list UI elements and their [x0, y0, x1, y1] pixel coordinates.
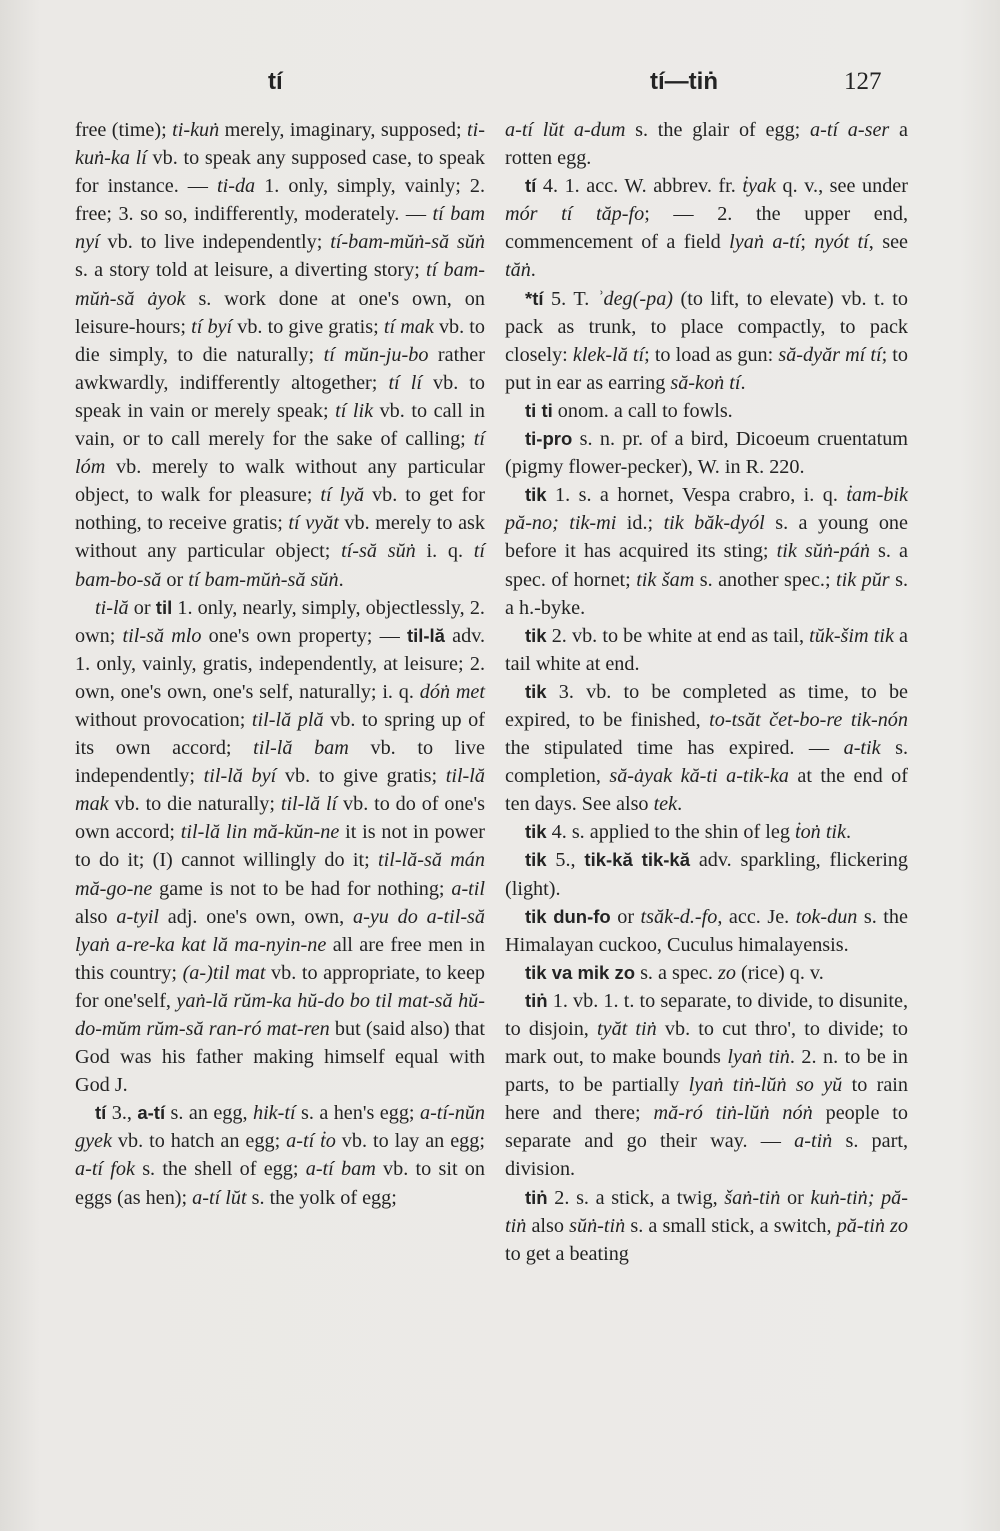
lepcha-term: să-dyăr mí tí	[778, 343, 882, 366]
lepcha-term: nyót tí	[814, 231, 869, 254]
right-column	[505, 116, 908, 1268]
definition-text: vb. to get for nothing, to receive gratis;	[75, 484, 485, 535]
lepcha-term: a-yu do a-til-să lyaṅ a-re-ka kat lă ma-nyin-ne	[75, 905, 485, 956]
definition-text: (rice) q. v.	[735, 961, 824, 984]
dictionary-entry	[505, 622, 908, 678]
lepcha-term: tí mŭn-ju-bo	[323, 343, 429, 366]
definition-text: s. a spec. of hornet;	[505, 540, 908, 591]
headword: tik-kă tik-kă	[584, 849, 690, 871]
lepcha-term: til-lă mak	[75, 765, 485, 816]
lepcha-term: tik băk-dyól	[663, 512, 765, 535]
definition-text: all are free men in this country;	[75, 933, 485, 984]
lepcha-term: lyaṅ tiṅ	[727, 1046, 790, 1069]
definition-text: vb. to cut thro', to divide; to mark out, to make bounds	[505, 1018, 908, 1069]
headword: tik	[525, 680, 547, 702]
lepcha-term: tí lik	[335, 399, 374, 422]
lepcha-term: ti-kuṅ	[172, 119, 220, 141]
definition-text: merely, imaginary, supposed;	[219, 119, 468, 141]
definition-text: i. q.	[415, 540, 474, 563]
headword: tí	[525, 175, 537, 197]
definition-text: 2. vb. to be white at end as tail,	[546, 624, 810, 647]
dictionary-entry	[505, 425, 908, 481]
lepcha-term: tí lóm	[75, 428, 485, 479]
definition-text: adj. one's own, own,	[158, 905, 353, 928]
lepcha-term: tí mak	[383, 315, 434, 338]
definition-text: ; — 2. the upper end, commencement of a field	[505, 203, 908, 254]
lepcha-term: ti-lă	[95, 596, 129, 619]
headword: til	[155, 596, 173, 618]
definition-text: (to lift, to elevate) vb. t. to pack as trunk, to place compactly, to pack closely:	[505, 287, 908, 366]
definition-text: vb. to give gratis;	[276, 765, 446, 788]
dictionary-entry	[505, 846, 908, 902]
dictionary-entry	[505, 481, 908, 621]
definition-text: .	[677, 793, 683, 816]
lepcha-term: a-tí fok	[75, 1158, 135, 1181]
definition-text: s. a h.-byke.	[505, 568, 909, 619]
lepcha-term: ṫam-bik pă-no; tik-mi	[505, 484, 908, 535]
definition-text: rather awkwardly, indifferently altogether;	[75, 343, 485, 394]
definition-text: s. the shell of egg;	[134, 1158, 306, 1181]
definition-text: vb. to hatch an egg;	[111, 1130, 287, 1153]
definition-text: to get a beating	[505, 1242, 629, 1265]
lepcha-term: tik pŭr	[836, 568, 890, 591]
headword: tik	[525, 484, 547, 506]
definition-text: 3. vb. to be completed as time, to be expired, to be finished,	[505, 680, 908, 731]
definition-text: vb. to die simply, to die naturally;	[75, 315, 485, 366]
lepcha-term: tí lí	[388, 371, 422, 394]
lepcha-term: lyaṅ a-tí	[729, 231, 801, 254]
lepcha-term: (a-)til mat	[182, 961, 266, 984]
dictionary-entry	[505, 285, 908, 397]
lepcha-term: a-tí ṫo	[286, 1130, 336, 1153]
definition-text: at the end of ten days. See also	[505, 765, 908, 816]
lepcha-term: să-ȧyak kă-ti a-tik-ka	[609, 765, 789, 788]
headword: a-tí	[137, 1102, 166, 1124]
lepcha-term: ṫoṅ tik	[794, 821, 847, 844]
definition-text: ; to put in ear as earring	[505, 343, 909, 394]
lepcha-term: tí-bam-mŭṅ-să sŭṅ	[330, 231, 485, 254]
definition-text: , acc. Je.	[717, 905, 796, 928]
definition-text: vb. merely to walk without any particular object, to walk for pleasure;	[75, 456, 485, 507]
definition-text: s. the glair of egg;	[625, 119, 811, 141]
left-column	[75, 116, 485, 1212]
lepcha-term: tŭk-šim tik	[809, 624, 894, 647]
headword: tik dun-fo	[525, 905, 611, 927]
headword: tik va mik zo	[525, 961, 636, 983]
headword: tik	[525, 624, 547, 646]
definition-text: .	[530, 259, 536, 282]
lepcha-term: šaṅ-tiṅ	[724, 1186, 781, 1209]
lepcha-term: tik sŭṅ-páṅ	[776, 540, 870, 563]
lepcha-term: a-tik	[843, 737, 881, 760]
lepcha-term: sŭṅ-tiṅ	[569, 1214, 626, 1237]
definition-text: or	[161, 568, 189, 591]
lepcha-term: tăṅ	[505, 259, 531, 282]
lepcha-term: tok-dun	[795, 905, 858, 928]
definition-text: or	[780, 1186, 811, 1209]
definition-text: s. a story told at leisure, a diverting story;	[75, 259, 427, 282]
dictionary-entry	[505, 678, 908, 818]
lepcha-term: tsăk-d.-fo	[640, 905, 718, 928]
definition-text: vb. to live independently;	[99, 231, 331, 254]
definition-text: or	[610, 905, 641, 928]
dictionary-entry	[505, 818, 908, 846]
lepcha-term: a-tí-nŭn gyek	[75, 1102, 486, 1153]
definition-text: . 2. n. to be in parts, to be partially	[505, 1046, 908, 1097]
lepcha-term: ti-kuṅ-ka lí	[75, 119, 485, 170]
definition-text: 4. s. applied to the shin of leg	[546, 821, 795, 844]
dictionary-entry	[505, 987, 908, 1184]
headword: ti-pro	[525, 428, 573, 450]
headword: tiṅ	[525, 989, 548, 1011]
lepcha-term: tyăt tiṅ	[597, 1018, 657, 1040]
definition-text: s. a spec.	[635, 961, 718, 984]
lepcha-term: tí bam-bo-să	[75, 540, 486, 591]
headword: tik	[525, 821, 547, 843]
definition-text: a tail white at end.	[505, 624, 908, 675]
definition-text: 3.,	[106, 1102, 138, 1125]
lepcha-term: tí-să sŭṅ	[341, 540, 416, 563]
definition-text: one's own property; —	[201, 624, 407, 647]
definition-text: s. an egg,	[165, 1102, 253, 1125]
lepcha-term: til-lă byí	[203, 765, 277, 788]
dictionary-entry	[505, 1184, 908, 1268]
dictionary-entry	[75, 1099, 485, 1211]
definition-text: s. part, division.	[505, 1130, 908, 1181]
definition-text: s. work done at one's own, on leisure-hours;	[75, 287, 485, 338]
lepcha-term: a-tyil	[116, 905, 159, 928]
definition-text: vb. to do of one's own accord;	[75, 793, 485, 844]
definition-text: but (said also) that God was his father making himself equal with God J.	[75, 1018, 485, 1097]
definition-text: vb. to appropriate, to keep for one'self,	[75, 961, 485, 1012]
definition-text: vb. to speak in vain or merely speak;	[75, 371, 486, 422]
running-head-right: tí—tiṅ	[650, 68, 718, 95]
definition-text: to rain here and there;	[505, 1074, 909, 1125]
lepcha-term: lyaṅ tiṅ-lŭṅ so yŭ	[688, 1074, 843, 1097]
definition-text: vb. to give gratis;	[232, 315, 384, 338]
definition-text: 5. T.	[543, 287, 597, 310]
lepcha-term: a-tí lŭt	[192, 1186, 247, 1209]
definition-text: s. a hen's egg;	[295, 1102, 420, 1125]
lepcha-term: să-koṅ tí	[670, 371, 741, 394]
definition-text: 1. only, simply, vainly; 2. free; 3. so so, indifferently, moderately. —	[75, 175, 485, 226]
lepcha-term: mór tí tăp-fo	[505, 203, 645, 226]
headword: *tí	[525, 287, 544, 309]
lepcha-term: tí bam nyí	[75, 203, 486, 254]
definition-text: the stipulated time has expired. —	[505, 737, 844, 760]
definition-text: 5.,	[546, 849, 585, 872]
lepcha-term: a-til	[451, 877, 485, 900]
dictionary-entry	[505, 397, 908, 425]
definition-text: s. a young one before it has acquired its sting;	[505, 512, 908, 563]
lepcha-term: tí vyăt	[288, 512, 339, 535]
definition-text: , see	[868, 231, 908, 254]
dictionary-entry	[505, 959, 908, 987]
dictionary-entry	[75, 594, 485, 1100]
lepcha-term: ʾdeg(-pa)	[596, 287, 674, 310]
lepcha-term: yaṅ-lă rŭm-ka hŭ-do bo til mat-să hŭ-do-mŭm rŭm-să ran-ró mat-ren	[75, 989, 485, 1040]
lepcha-term: to-tsăt čet-bo-re tik-nón	[709, 708, 908, 731]
dictionary-entry	[75, 116, 485, 594]
definition-text: it is not in power to do it; (I) cannot willingly do it;	[75, 821, 485, 872]
definition-text: 1. s. a hornet, Vespa crabro, i. q.	[546, 484, 847, 507]
lepcha-term: til-lă-să mán mă-go-ne	[75, 849, 485, 900]
definition-text: free (time);	[75, 119, 173, 141]
headword: tí	[95, 1102, 107, 1124]
lepcha-term: ti-da	[217, 175, 256, 198]
definition-text: 1. vb. 1. t. to separate, to divide, to disunite, to disjoin,	[505, 989, 908, 1040]
definition-text: s. the yolk of egg;	[246, 1186, 397, 1209]
lepcha-term: pă-tiṅ zo	[836, 1214, 908, 1237]
lepcha-term: tí byí	[191, 315, 233, 338]
lepcha-term: klek-lă tí	[572, 343, 645, 366]
definition-text: vb. to call in vain, or to call merely for the sake of calling;	[75, 399, 485, 451]
definition-text: .	[740, 371, 746, 394]
lepcha-term: zo	[717, 961, 736, 984]
definition-text: s. a small stick, a switch,	[625, 1214, 837, 1237]
definition-text: also	[75, 905, 117, 928]
definition-text: vb. to lay an egg;	[335, 1130, 485, 1153]
definition-text: people to separate and go their way. —	[505, 1102, 908, 1153]
lepcha-term: tí lyă	[320, 484, 365, 507]
definition-text: id.;	[616, 512, 664, 535]
lepcha-term: tí bam-mŭṅ-să sŭṅ	[188, 568, 339, 591]
definition-text: vb. to speak any supposed case, to speak for instance. —	[75, 147, 485, 198]
lepcha-term: til-lă lin mă-kŭn-ne	[180, 821, 340, 844]
lepcha-term: tí bam-mŭṅ-să ȧyok	[75, 259, 485, 310]
lepcha-term: til-lă bam	[253, 737, 349, 760]
definition-text: or	[128, 596, 156, 619]
definition-text: s. n. pr. of a bird, Dicoeum cruentatum (pigmy flower-pecker), W. in R. 220.	[505, 428, 908, 479]
definition-text: vb. to live independently;	[75, 737, 485, 788]
headword: ti ti	[525, 399, 553, 421]
lepcha-term: dóṅ met	[419, 680, 485, 703]
dictionary-entry	[505, 903, 908, 959]
definition-text: onom. a call to fowls.	[552, 399, 733, 422]
definition-text: q. v., see under	[775, 175, 908, 198]
lepcha-term: til-să mlo	[122, 624, 202, 647]
definition-text: 4. 1. acc. W. abbrev. fr.	[536, 175, 743, 198]
lepcha-term: ṫyak	[742, 175, 776, 198]
definition-text: ; to load as gun:	[644, 343, 779, 366]
lepcha-term: kuṅ-tiṅ; pă-tiṅ	[505, 1186, 908, 1237]
lepcha-term: a-tí lŭt a-dum	[505, 119, 626, 141]
lepcha-term: til-lă lí	[280, 793, 338, 816]
lepcha-term: tik šam	[636, 568, 695, 591]
headword: til-lă	[406, 624, 445, 646]
definition-text: ;	[800, 231, 815, 254]
lepcha-term: tek	[653, 793, 678, 816]
definition-text: adv. sparkling, flickering (light).	[505, 849, 908, 900]
headword: tik	[525, 849, 547, 871]
dictionary-entry	[505, 172, 908, 284]
definition-text: s. the Himalayan cuckoo, Cuculus himalayensis.	[505, 905, 908, 956]
definition-text: also	[526, 1214, 570, 1237]
headword: tiṅ	[525, 1186, 548, 1208]
definition-text: 2. s. a stick, a twig,	[547, 1186, 725, 1209]
definition-text: .	[846, 821, 852, 844]
definition-text: .	[338, 568, 344, 591]
definition-text: vb. to spring up of its own accord;	[75, 708, 485, 760]
definition-text: 1. only, nearly, simply, objectlessly, 2. own;	[75, 596, 485, 647]
lepcha-term: til-lă plă	[251, 708, 324, 731]
definition-text: vb. to die naturally;	[108, 793, 281, 816]
definition-text: s. completion,	[505, 737, 908, 788]
definition-text: adv. 1. only, vainly, gratis, independently, at leisure; 2. own, one's own, one's self, naturally; i. q.	[75, 624, 486, 703]
lepcha-term: hik-tí	[252, 1102, 296, 1125]
lepcha-term: mă-ró tiṅ-lŭṅ nóṅ	[653, 1102, 813, 1125]
definition-text: game is not to be had for nothing;	[152, 877, 452, 900]
lepcha-term: a-tiṅ	[794, 1130, 833, 1153]
lepcha-term: a-tí a-ser	[810, 119, 890, 141]
definition-text: a rotten egg.	[505, 119, 908, 170]
definition-text: s. another spec.;	[694, 568, 837, 591]
definition-text: vb. to sit on eggs (as hen);	[75, 1158, 485, 1209]
running-head-left: tí	[268, 68, 283, 95]
dictionary-entry	[505, 116, 908, 172]
definition-text: vb. merely to ask without any particular object;	[75, 512, 485, 563]
lepcha-term: a-tí bam	[305, 1158, 376, 1181]
definition-text: without provocation;	[75, 708, 252, 731]
page-number: 127	[844, 68, 882, 95]
